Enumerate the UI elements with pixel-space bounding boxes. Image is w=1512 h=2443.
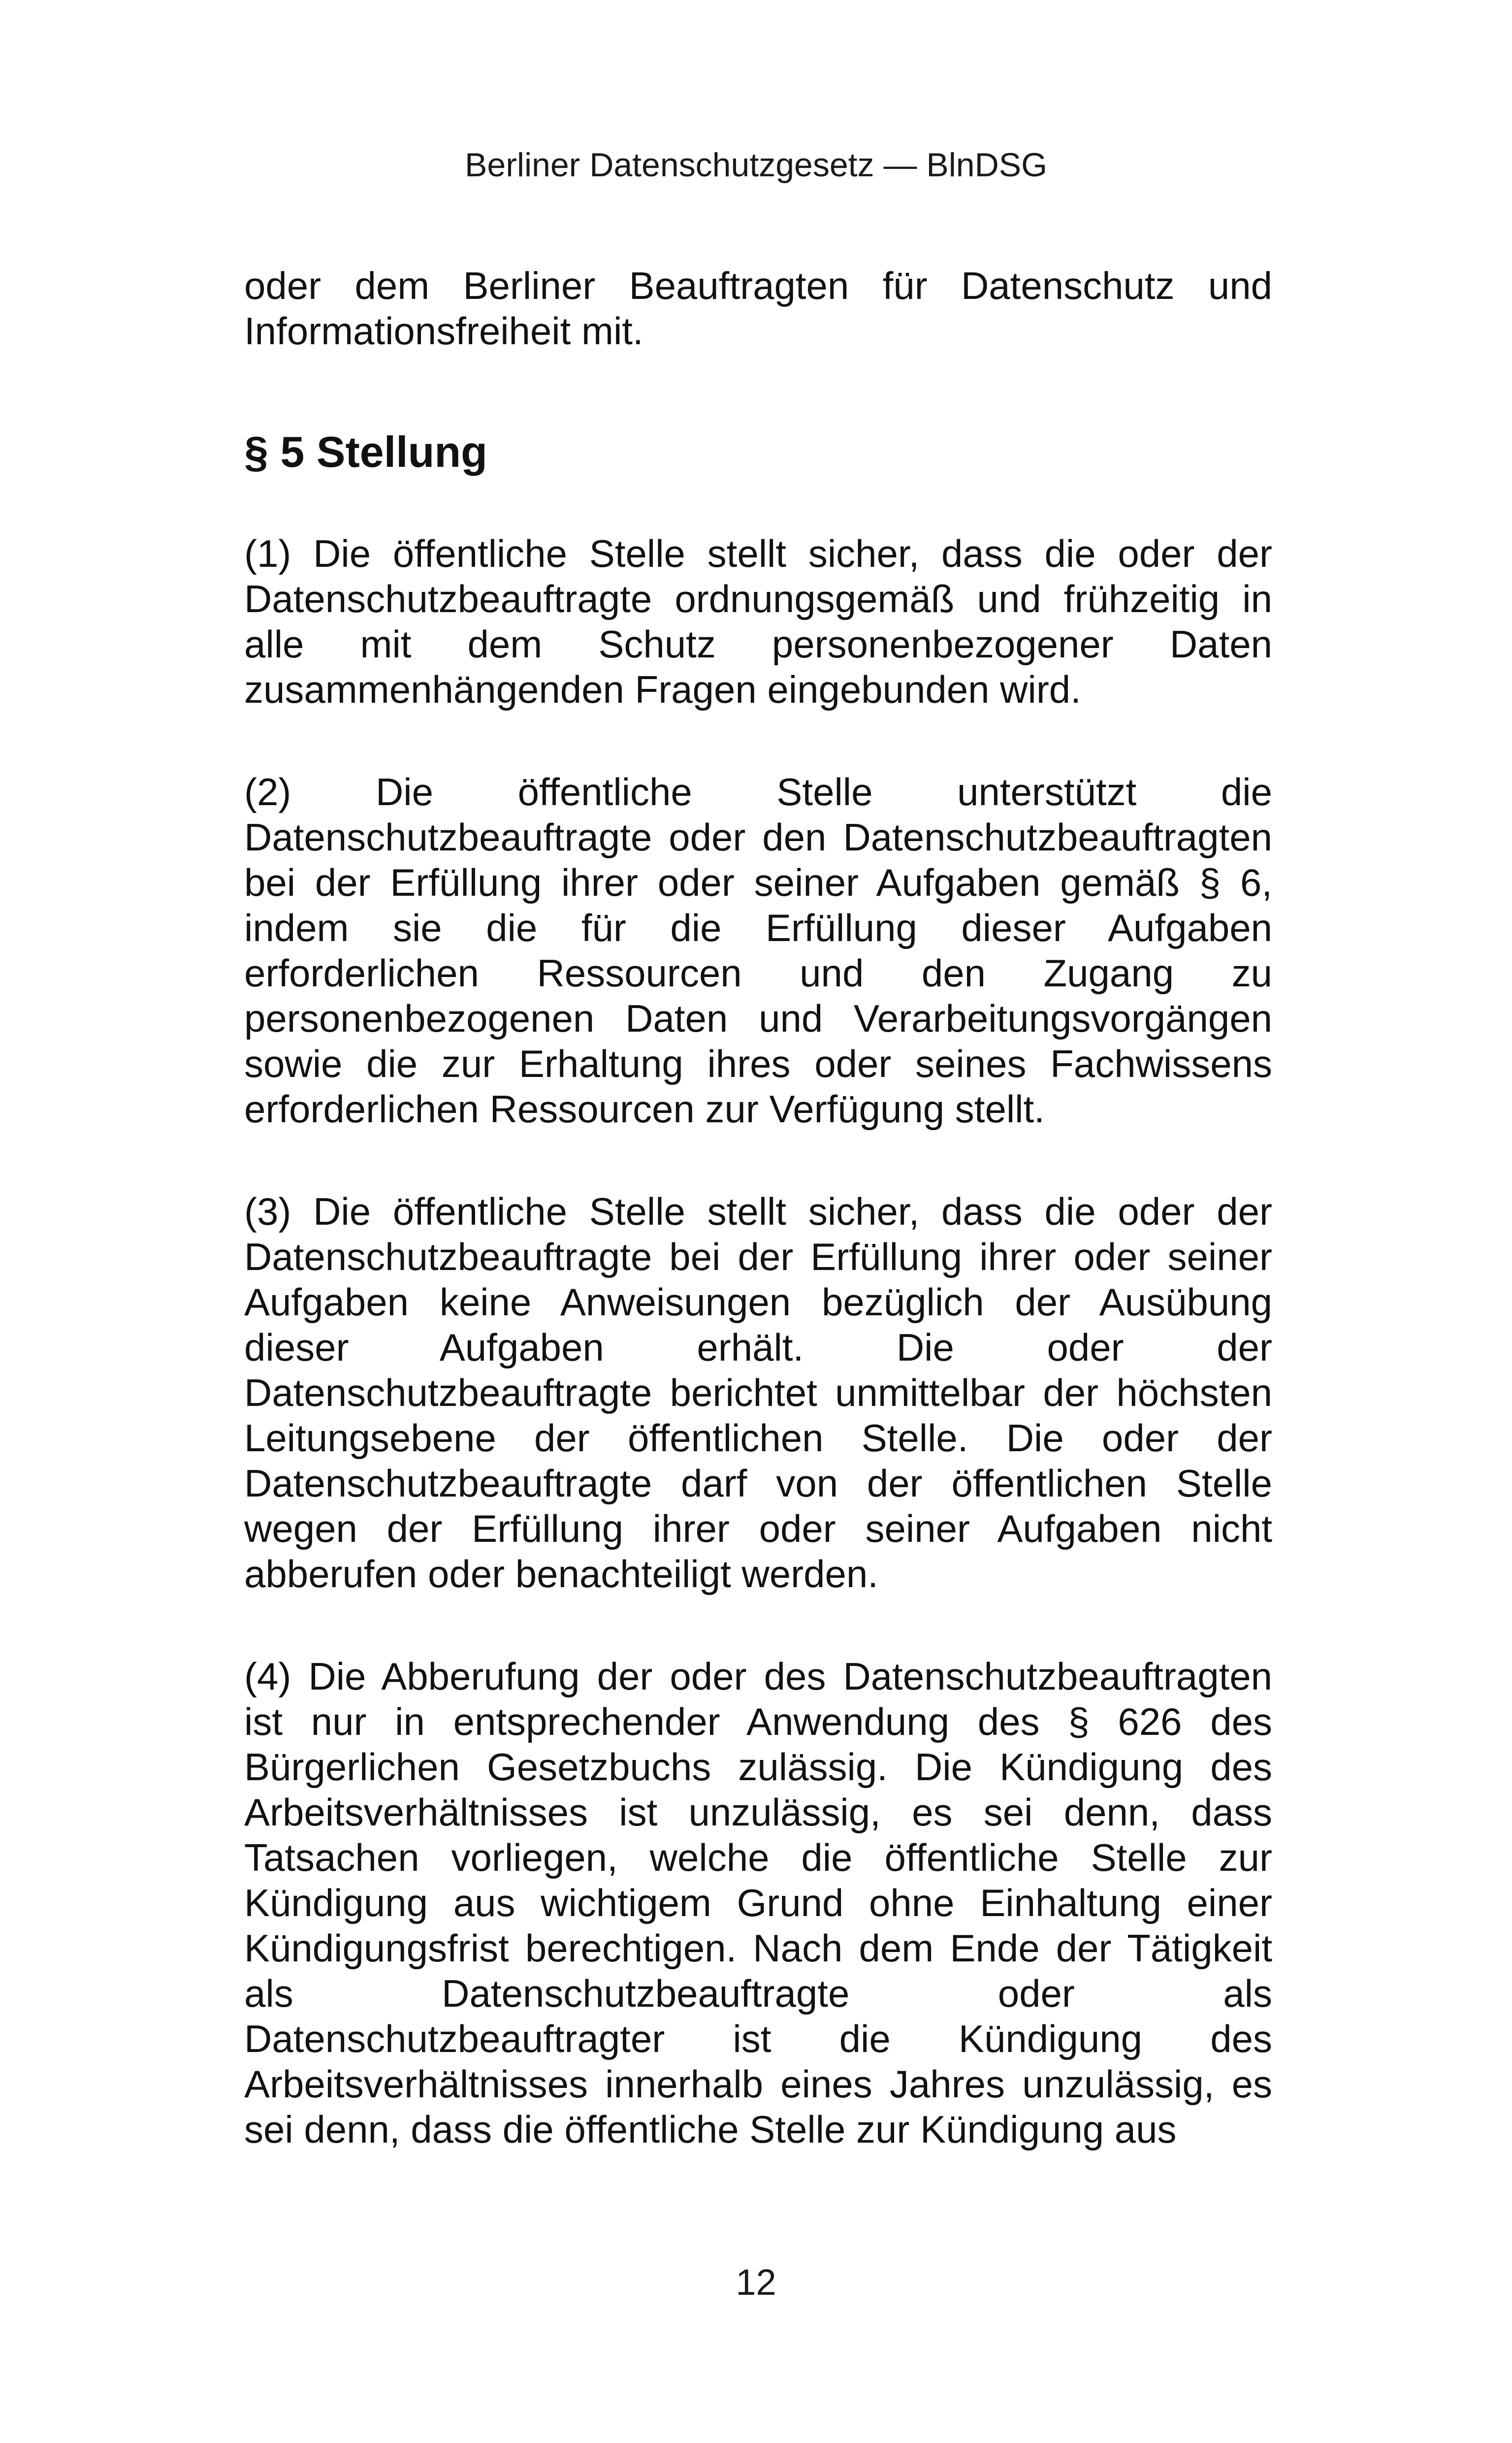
section-heading: § 5 Stellung — [244, 427, 487, 476]
body-text — [244, 263, 1272, 2209]
paragraph-4: (4) Die Abberufung der oder des Datenschutzbeauftragten ist nur in entsprechender Anwendung des § 626 des Bürgerlichen Gesetzbuchs zulässig. Die Kündigung des Arbeitsverhältnisses ist unzulässig, es sei denn, dass Tatsachen vorliegen, welche die öffentliche Stelle zur Kündigung aus wichtigem Grund ohne Einhaltung einer Kündigungsfrist berechtigen. Nach dem Ende der Tätigkeit als Datenschutzbeauftragte oder als Datenschutzbeauftragter ist die Kündigung des Arbeitsverhältnisses innerhalb eines Jahres unzulässig, es sei denn, dass die öffentliche Stelle zur Kündigung aus — [244, 1655, 1272, 2151]
paragraph-3: (3) Die öffentliche Stelle stellt sicher, dass die oder der Datenschutzbeauftragte bei der Erfüllung ihrer oder seiner Aufgaben keine Anweisungen bezüglich der Ausübung dieser Aufgaben erhält. Die oder der Datenschutzbeauftragte berichtet unmittelbar der höchsten Leitungsebene der öffentlichen Stelle. Die oder der Datenschutzbeauftragte darf von der öffentlichen Stelle wegen der Erfüllung ihrer oder seiner Aufgaben nicht abberufen oder benachteiligt werden. — [244, 1190, 1272, 1596]
paragraph-1: (1) Die öffentliche Stelle stellt sicher, dass die oder der Datenschutzbeauftragte ordnungsgemäß und frühzeitig in alle mit dem Schutz personenbezogener Daten zusammenhängenden Fragen eingebunden wird. — [244, 532, 1272, 711]
continued-paragraph: oder dem Berliner Beauftragten für Datenschutz und Informationsfreiheit mit. — [244, 264, 1272, 353]
paragraph-2: (2) Die öffentliche Stelle unterstützt die Datenschutzbeauftragte oder den Datenschutzbeauftragten bei der Erfüllung ihrer oder seiner Aufgaben gemäß § 6, indem sie die für die Erfüllung dieser Aufgaben erforderlichen Ressourcen und den Zugang zu personenbezogenen Daten und Verarbeitungsvorgängen sowie die zur Erhaltung ihres oder seines Fachwissens erforderlichen Ressourcen zur Verfügung stellt. — [244, 770, 1272, 1131]
page-number: 12 — [736, 2262, 776, 2303]
running-header: Berliner Datenschutzgesetz — BlnDSG — [465, 146, 1047, 184]
